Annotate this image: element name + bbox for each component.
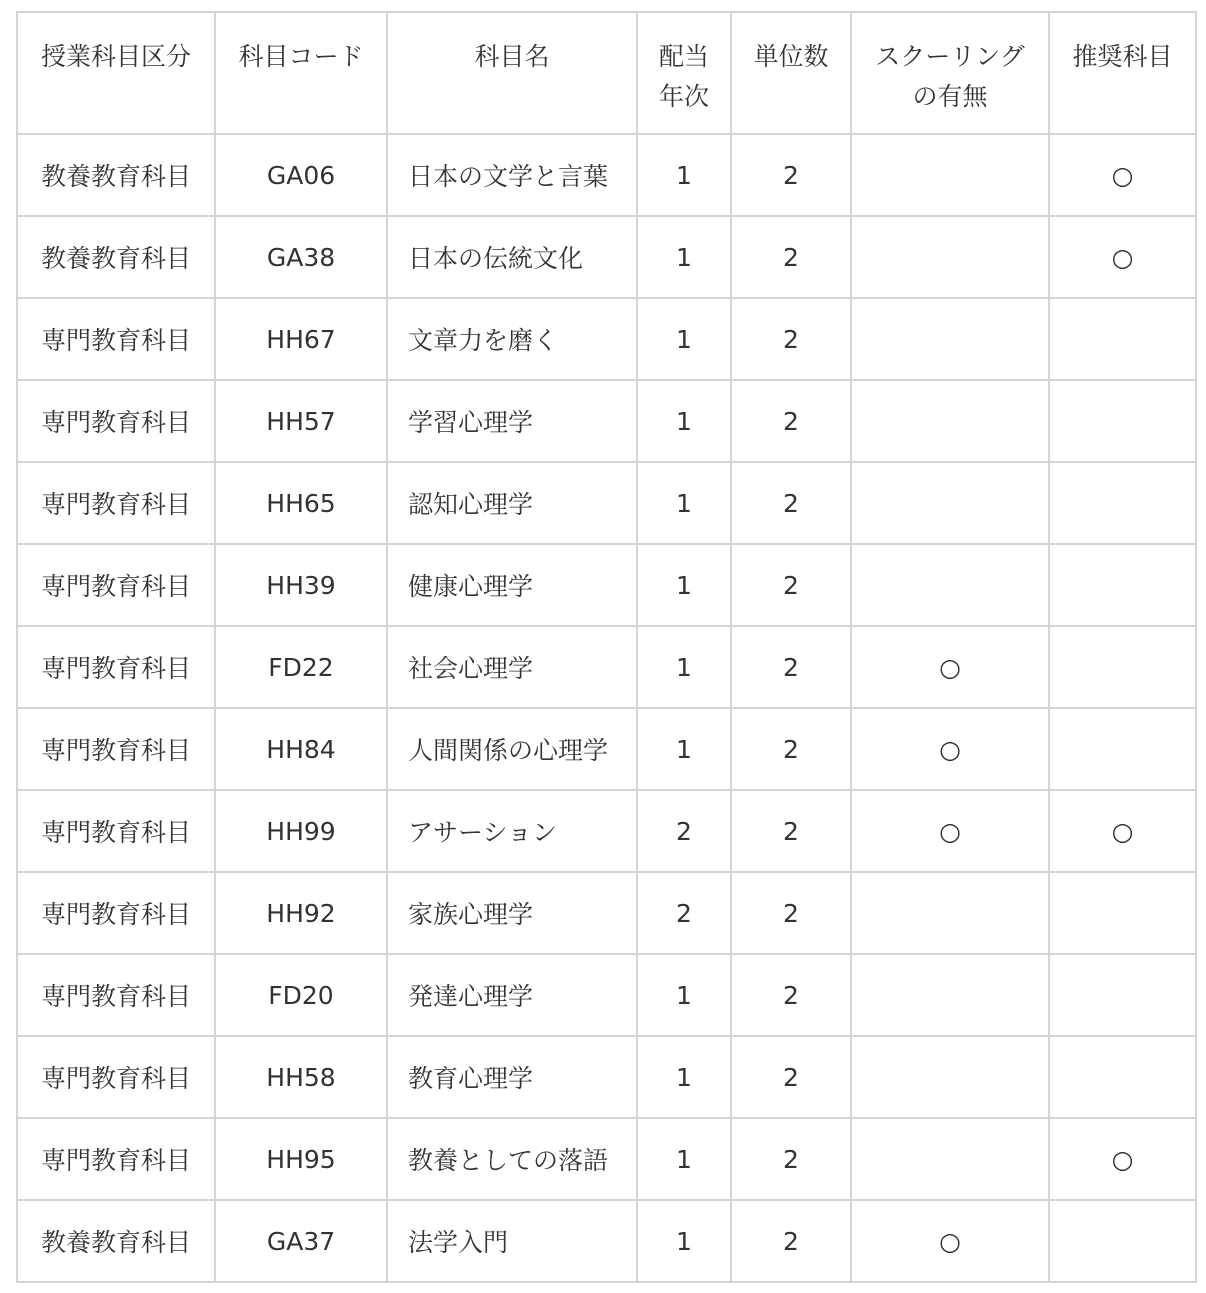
cell-recommended	[1049, 462, 1196, 544]
cell-code: HH58	[215, 1036, 387, 1118]
cell-category: 専門教育科目	[17, 790, 215, 872]
header-schooling	[851, 12, 1049, 134]
cell-units: 2	[731, 1036, 851, 1118]
cell-category: 専門教育科目	[17, 954, 215, 1036]
header-year-line1: 配当	[658, 42, 709, 71]
cell-units: 2	[731, 216, 851, 298]
header-units: 単位数	[731, 12, 851, 134]
cell-units: 2	[731, 298, 851, 380]
cell-category: 専門教育科目	[17, 298, 215, 380]
cell-name: 発達心理学	[387, 954, 637, 1036]
cell-units: 2	[731, 790, 851, 872]
cell-schooling	[851, 872, 1049, 954]
cell-recommended	[1049, 954, 1196, 1036]
cell-schooling	[851, 544, 1049, 626]
header-recommended: 推奨科目	[1049, 12, 1196, 134]
table-row	[17, 216, 1196, 298]
cell-category: 教養教育科目	[17, 134, 215, 216]
cell-year: 1	[637, 1036, 731, 1118]
cell-recommended	[1049, 544, 1196, 626]
cell-code: GA38	[215, 216, 387, 298]
cell-schooling	[851, 1036, 1049, 1118]
cell-recommended	[1049, 298, 1196, 380]
cell-schooling	[851, 298, 1049, 380]
header-category: 授業科目区分	[17, 12, 215, 134]
cell-schooling: ○	[851, 790, 1049, 872]
cell-recommended	[1049, 1036, 1196, 1118]
cell-name: 文章力を磨く	[387, 298, 637, 380]
course-table	[16, 11, 1197, 1283]
cell-recommended: ○	[1049, 134, 1196, 216]
cell-name: 法学入門	[387, 1200, 637, 1282]
table-row	[17, 1200, 1196, 1282]
cell-name: 社会心理学	[387, 626, 637, 708]
table-row	[17, 954, 1196, 1036]
cell-schooling	[851, 380, 1049, 462]
cell-year: 1	[637, 544, 731, 626]
table-row	[17, 872, 1196, 954]
cell-units: 2	[731, 1200, 851, 1282]
header-row	[17, 12, 1196, 134]
cell-name: 家族心理学	[387, 872, 637, 954]
cell-category: 教養教育科目	[17, 1200, 215, 1282]
cell-schooling	[851, 1118, 1049, 1200]
cell-recommended	[1049, 626, 1196, 708]
cell-year: 1	[637, 216, 731, 298]
cell-name: 人間関係の心理学	[387, 708, 637, 790]
header-schooling-line2: の有無	[912, 82, 988, 111]
cell-recommended	[1049, 1200, 1196, 1282]
cell-category: 専門教育科目	[17, 544, 215, 626]
cell-year: 1	[637, 462, 731, 544]
table-row	[17, 462, 1196, 544]
cell-units: 2	[731, 1118, 851, 1200]
cell-schooling: ○	[851, 708, 1049, 790]
cell-name: 認知心理学	[387, 462, 637, 544]
cell-units: 2	[731, 872, 851, 954]
cell-year: 1	[637, 134, 731, 216]
cell-name: 学習心理学	[387, 380, 637, 462]
cell-units: 2	[731, 380, 851, 462]
table-row	[17, 380, 1196, 462]
cell-year: 1	[637, 626, 731, 708]
cell-category: 専門教育科目	[17, 462, 215, 544]
table-row	[17, 790, 1196, 872]
header-year	[637, 12, 731, 134]
table-row	[17, 1118, 1196, 1200]
cell-code: GA37	[215, 1200, 387, 1282]
cell-schooling	[851, 216, 1049, 298]
table-row	[17, 298, 1196, 380]
cell-code: HH92	[215, 872, 387, 954]
cell-year: 1	[637, 954, 731, 1036]
cell-code: HH57	[215, 380, 387, 462]
cell-code: HH67	[215, 298, 387, 380]
cell-year: 1	[637, 380, 731, 462]
cell-code: HH39	[215, 544, 387, 626]
table-row	[17, 134, 1196, 216]
cell-year: 1	[637, 298, 731, 380]
cell-name: 教育心理学	[387, 1036, 637, 1118]
cell-recommended	[1049, 872, 1196, 954]
table-row	[17, 626, 1196, 708]
cell-category: 専門教育科目	[17, 1036, 215, 1118]
header-year-line2: 年次	[658, 82, 709, 111]
header-name: 科目名	[387, 12, 637, 134]
cell-units: 2	[731, 954, 851, 1036]
cell-year: 1	[637, 1200, 731, 1282]
cell-name: 日本の伝統文化	[387, 216, 637, 298]
cell-units: 2	[731, 626, 851, 708]
cell-recommended: ○	[1049, 216, 1196, 298]
table-row	[17, 708, 1196, 790]
cell-category: 専門教育科目	[17, 380, 215, 462]
cell-category: 専門教育科目	[17, 1118, 215, 1200]
header-schooling-line1: スクーリング	[875, 42, 1025, 71]
table-row	[17, 544, 1196, 626]
cell-units: 2	[731, 544, 851, 626]
cell-code: FD22	[215, 626, 387, 708]
cell-schooling: ○	[851, 626, 1049, 708]
cell-units: 2	[731, 708, 851, 790]
cell-code: GA06	[215, 134, 387, 216]
cell-year: 2	[637, 790, 731, 872]
cell-recommended	[1049, 380, 1196, 462]
cell-code: HH65	[215, 462, 387, 544]
cell-year: 1	[637, 708, 731, 790]
cell-recommended: ○	[1049, 1118, 1196, 1200]
cell-name: 教養としての落語	[387, 1118, 637, 1200]
cell-category: 専門教育科目	[17, 872, 215, 954]
cell-category: 専門教育科目	[17, 626, 215, 708]
table-body	[17, 134, 1196, 1282]
cell-code: HH84	[215, 708, 387, 790]
table-row	[17, 1036, 1196, 1118]
cell-category: 教養教育科目	[17, 216, 215, 298]
cell-year: 2	[637, 872, 731, 954]
cell-schooling	[851, 134, 1049, 216]
cell-name: アサーション	[387, 790, 637, 872]
cell-name: 日本の文学と言葉	[387, 134, 637, 216]
cell-schooling	[851, 462, 1049, 544]
cell-code: HH99	[215, 790, 387, 872]
cell-schooling: ○	[851, 1200, 1049, 1282]
cell-code: FD20	[215, 954, 387, 1036]
cell-category: 専門教育科目	[17, 708, 215, 790]
cell-recommended: ○	[1049, 790, 1196, 872]
cell-units: 2	[731, 134, 851, 216]
cell-name: 健康心理学	[387, 544, 637, 626]
cell-recommended	[1049, 708, 1196, 790]
cell-units: 2	[731, 462, 851, 544]
cell-year: 1	[637, 1118, 731, 1200]
cell-code: HH95	[215, 1118, 387, 1200]
header-code: 科目コード	[215, 12, 387, 134]
cell-schooling	[851, 954, 1049, 1036]
